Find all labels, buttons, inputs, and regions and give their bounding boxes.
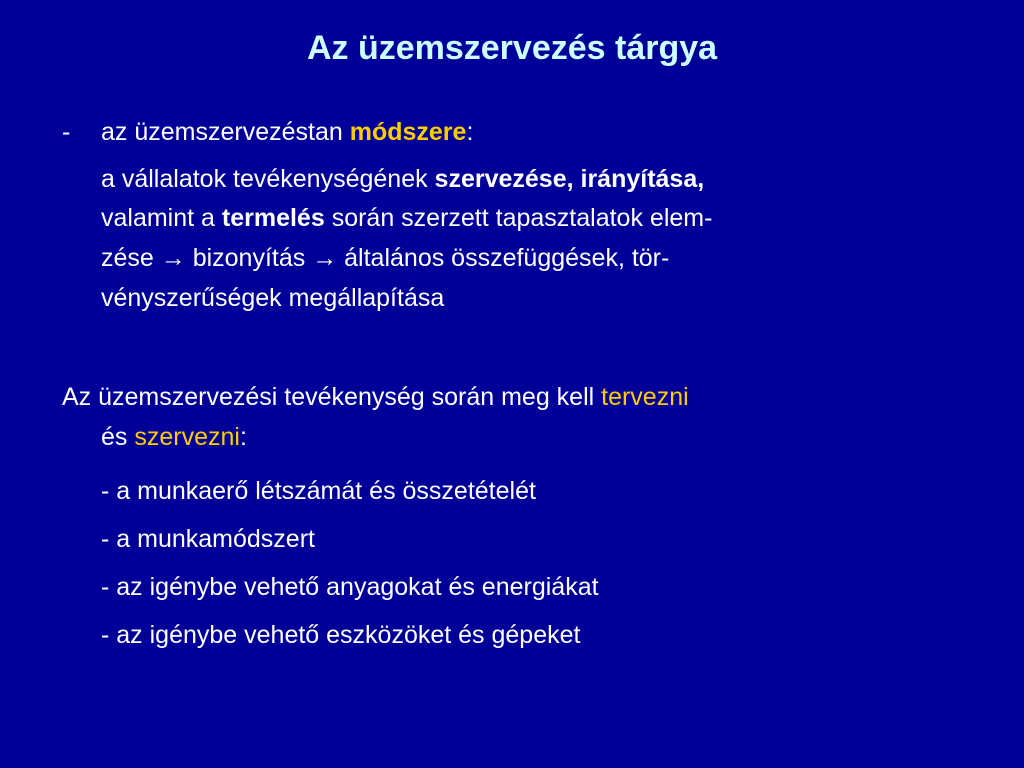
list-item: - az igénybe vehető anyagokat és energiákat <box>101 573 599 601</box>
section-line-1-text: Az üzemszervezési tevékenység során meg kell <box>62 383 602 411</box>
section-line-2-colon: : <box>239 423 247 451</box>
para-line-4: vényszerűségek megállapítása <box>101 284 445 312</box>
bullet-methods-highlight: módszere <box>349 118 467 146</box>
list-item: - az igénybe vehető eszközöket és gépeket <box>101 621 581 649</box>
section-line-2-text: és <box>101 423 135 451</box>
bullet-dash: - <box>62 118 71 146</box>
para-line-1-text: a vállalatok tevékenységének <box>101 165 435 193</box>
section-line-1-accent: tervezni <box>601 383 689 411</box>
list-item: - a munkamódszert <box>101 525 315 553</box>
section-line-2-accent: szervezni <box>134 423 240 451</box>
para-line-1 <box>101 164 704 194</box>
bullet-methods-line <box>101 117 473 147</box>
slide-title: Az üzemszervezés tárgya <box>306 29 718 67</box>
bullet-methods-colon: : <box>466 118 474 146</box>
para-line-2-bold: termelés <box>221 204 325 232</box>
section-line-1 <box>62 382 689 412</box>
section-line-2 <box>101 422 247 452</box>
para-line-3: zése → bizonyítás → általános összefüggések, tör- <box>101 244 670 272</box>
bullet-methods-intro: az üzemszervezéstan <box>101 118 350 146</box>
para-line-2-text-a: valamint a <box>101 204 222 232</box>
para-line-2 <box>101 203 712 233</box>
para-line-1-bold: szervezése, irányítása, <box>434 165 705 193</box>
list-item: - a munkaerő létszámát és összetételét <box>101 477 536 505</box>
para-line-2-text-b: során szerzett tapasztalatok elem- <box>324 204 713 232</box>
